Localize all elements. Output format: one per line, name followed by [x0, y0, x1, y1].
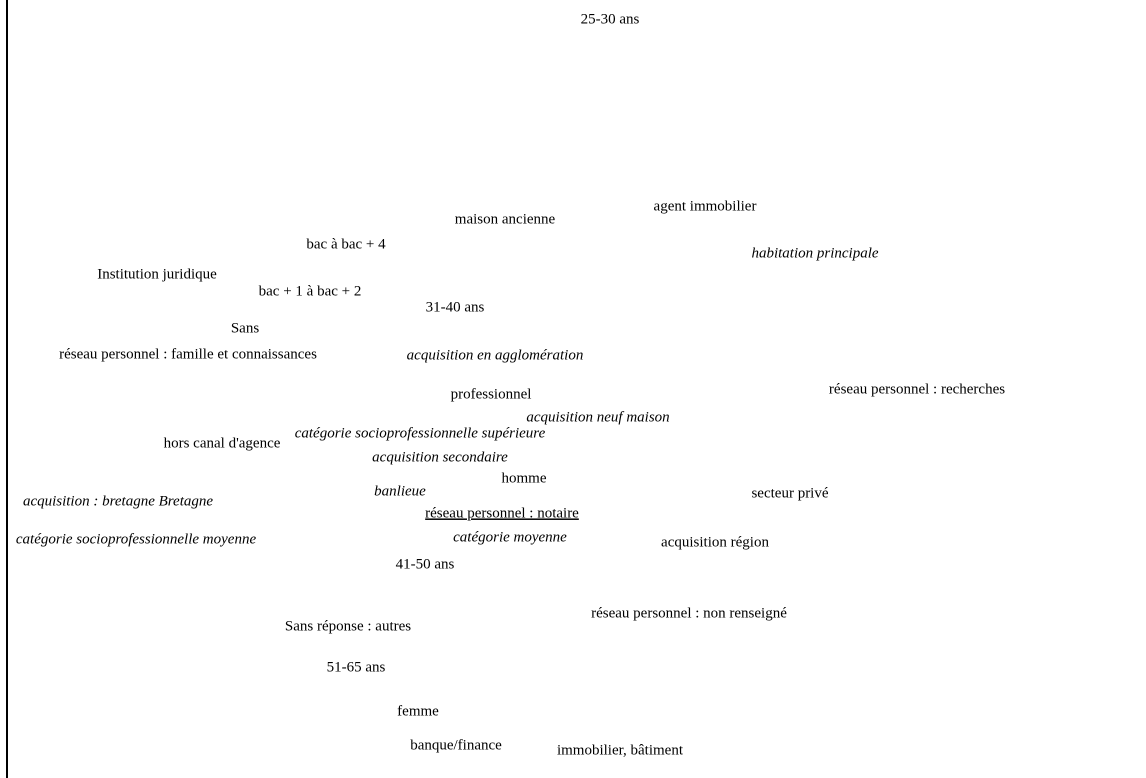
point-label: acquisition région	[661, 534, 769, 551]
point-label: réseau personnel : notaire	[425, 505, 579, 522]
point-label: catégorie socioprofessionnelle moyenne	[15, 531, 257, 548]
point-label: catégorie moyenne	[453, 529, 567, 546]
point-label: Sans réponse : autres	[284, 618, 412, 635]
point-label: réseau personnel : recherches	[828, 381, 1006, 398]
point-label: homme	[501, 470, 547, 487]
point-label: Sans	[230, 320, 260, 337]
point-label: acquisition secondaire	[372, 449, 508, 466]
point-label: immobilier, bâtiment	[556, 742, 684, 759]
point-label: acquisition en agglomération	[406, 347, 584, 364]
point-label: bac + 1 à bac + 2	[258, 283, 362, 300]
point-label: habitation principale	[751, 245, 879, 262]
point-label: 31-40 ans	[425, 299, 485, 316]
point-label: catégorie socioprofessionnelle supérieure	[294, 425, 546, 442]
point-label: Institution juridique	[97, 266, 217, 283]
point-label: 41-50 ans	[395, 556, 455, 573]
point-label: réseau personnel : non renseigné	[591, 605, 787, 622]
point-label: réseau personnel : famille et connaissances	[59, 346, 317, 363]
point-label: bac à bac + 4	[306, 236, 386, 253]
point-label: maison ancienne	[454, 211, 556, 228]
point-label: femme	[397, 703, 439, 720]
point-label: banque/finance	[410, 737, 502, 754]
point-label: acquisition neuf maison	[526, 409, 670, 426]
point-label: secteur privé	[751, 485, 829, 502]
point-label: acquisition : bretagne Bretagne	[22, 493, 214, 510]
point-label: agent immobilier	[653, 198, 757, 215]
point-label: hors canal d'agence	[163, 435, 281, 452]
point-label: banlieue	[374, 483, 426, 500]
point-label: professionnel	[450, 386, 532, 403]
point-label: 25-30 ans	[580, 11, 640, 28]
point-label: 51-65 ans	[326, 659, 386, 676]
